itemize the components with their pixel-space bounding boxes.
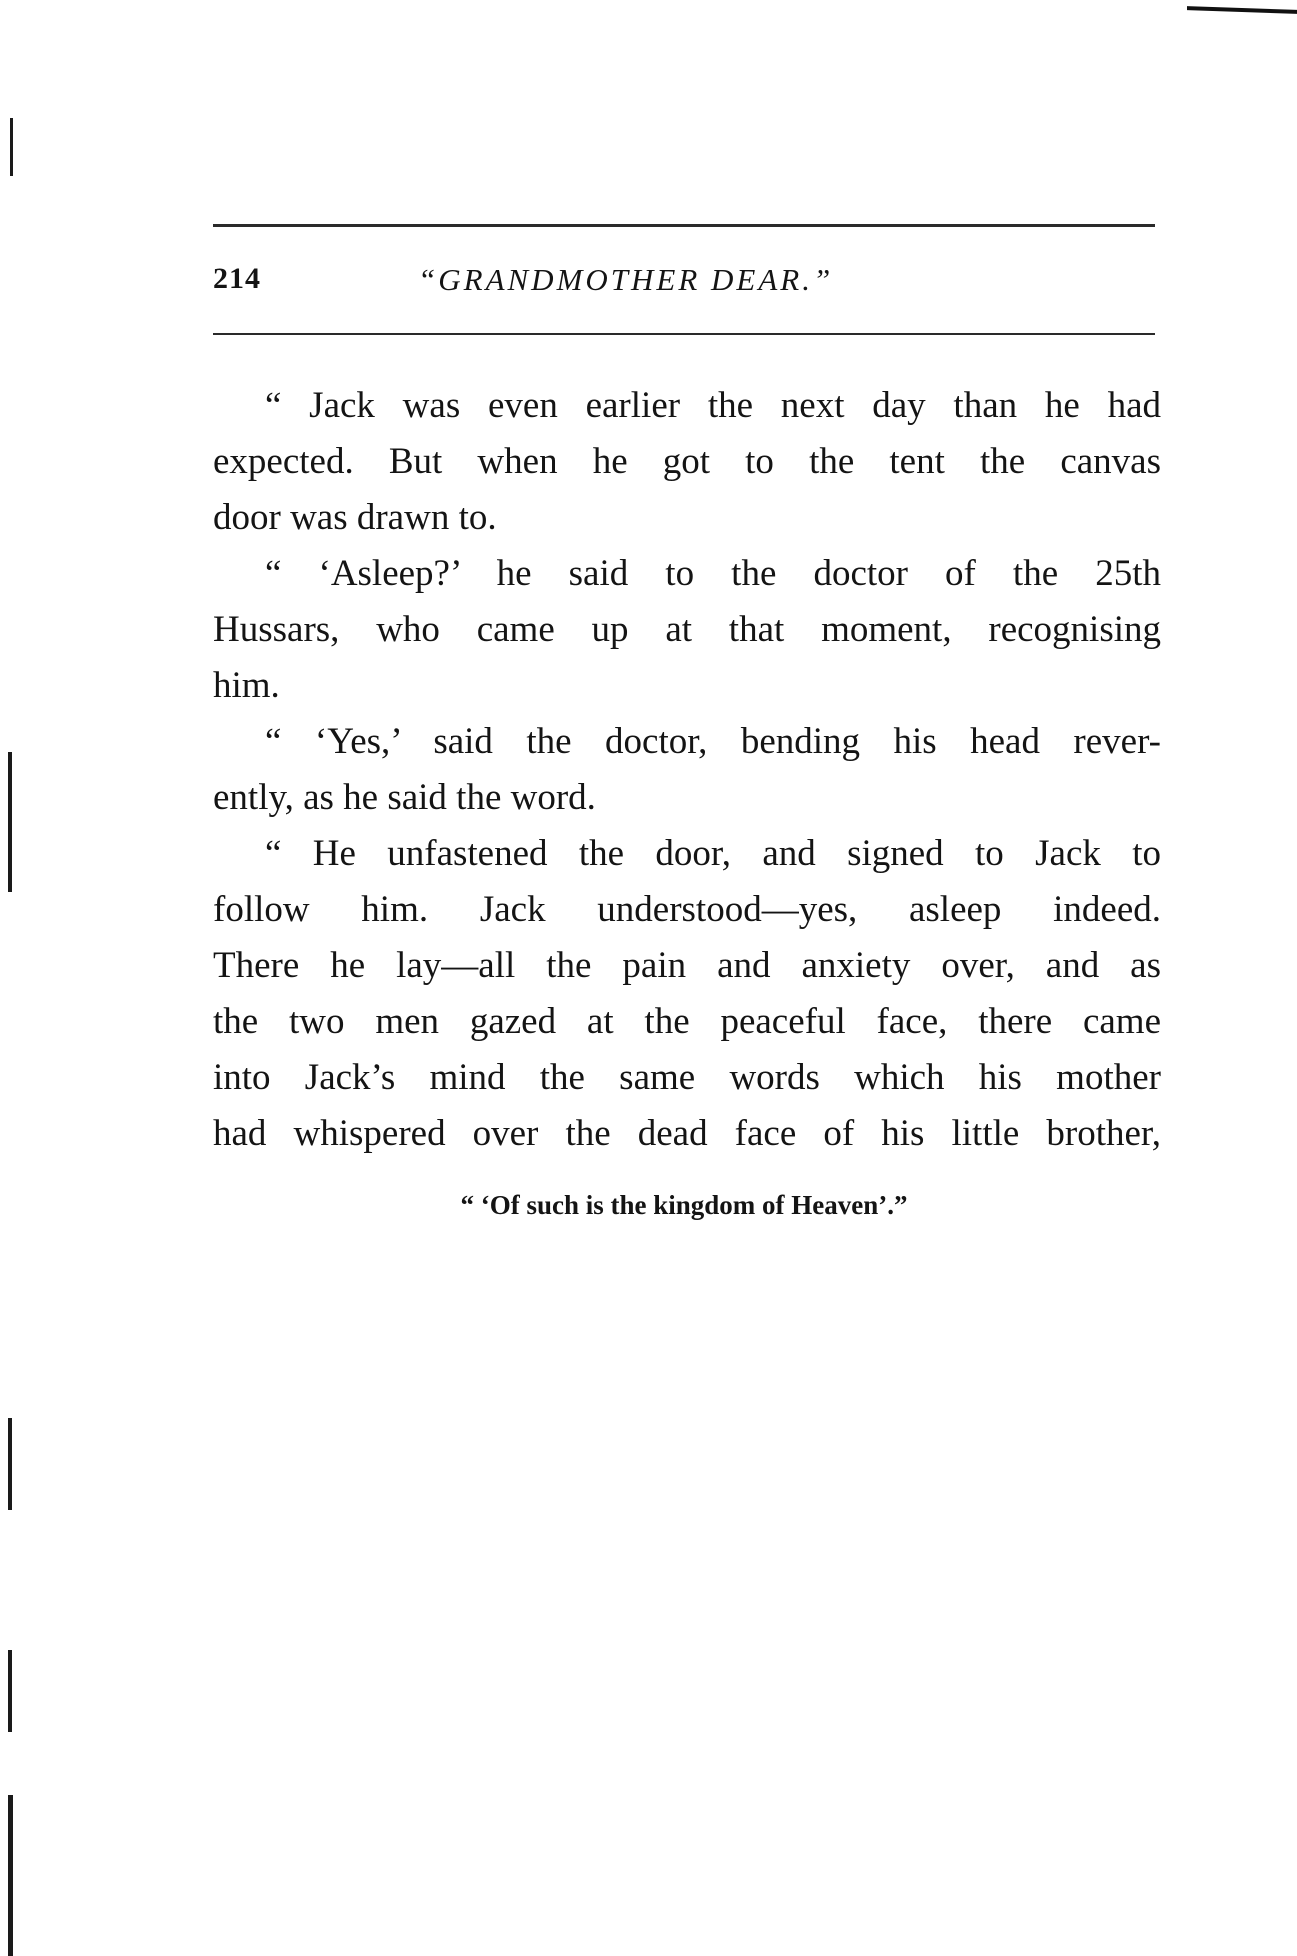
closing-quote: “ ‘Of such is the kingdom of Heaven’.” <box>460 1190 908 1220</box>
text-line: “ ‘Yes,’ said the doctor, bending his head rever- <box>265 721 1161 762</box>
text-line: the two men gazed at the peaceful face, there came <box>213 1001 1161 1042</box>
text-line: follow him. Jack understood—yes, asleep indeed. <box>213 889 1161 930</box>
page-number: 214 <box>213 262 261 295</box>
text-line: “ He unfastened the door, and signed to Jack to <box>265 833 1161 874</box>
text-line: ently, as he said the word. <box>213 777 596 818</box>
body-text <box>213 378 1161 1162</box>
text-line: There he lay—all the pain and anxiety over, and as <box>213 945 1161 986</box>
text-line: door was drawn to. <box>213 497 497 538</box>
scan-edge-mark <box>10 118 13 176</box>
scan-edge-mark <box>8 1418 12 1510</box>
text-line: had whispered over the dead face of his little brother, <box>213 1113 1161 1154</box>
header-rule-bottom <box>213 333 1155 335</box>
text-line: Hussars, who came up at that moment, recognising <box>213 609 1161 650</box>
text-line: “ ‘Asleep?’ he said to the doctor of the 25th <box>265 553 1161 594</box>
scan-edge-mark <box>8 1795 13 1956</box>
running-title: “GRANDMOTHER DEAR.” <box>418 262 834 297</box>
header-rule-top <box>213 224 1155 227</box>
text-line: “ Jack was even earlier the next day than he had <box>265 385 1161 426</box>
text-line: him. <box>213 665 280 706</box>
running-head <box>213 262 1155 306</box>
text-line: into Jack’s mind the same words which his mother <box>213 1057 1161 1098</box>
scan-edge-mark <box>8 1650 12 1732</box>
scan-edge-mark <box>8 752 12 892</box>
text-line: expected. But when he got to the tent the canvas <box>213 441 1161 482</box>
scan-corner-mark <box>1187 6 1297 14</box>
